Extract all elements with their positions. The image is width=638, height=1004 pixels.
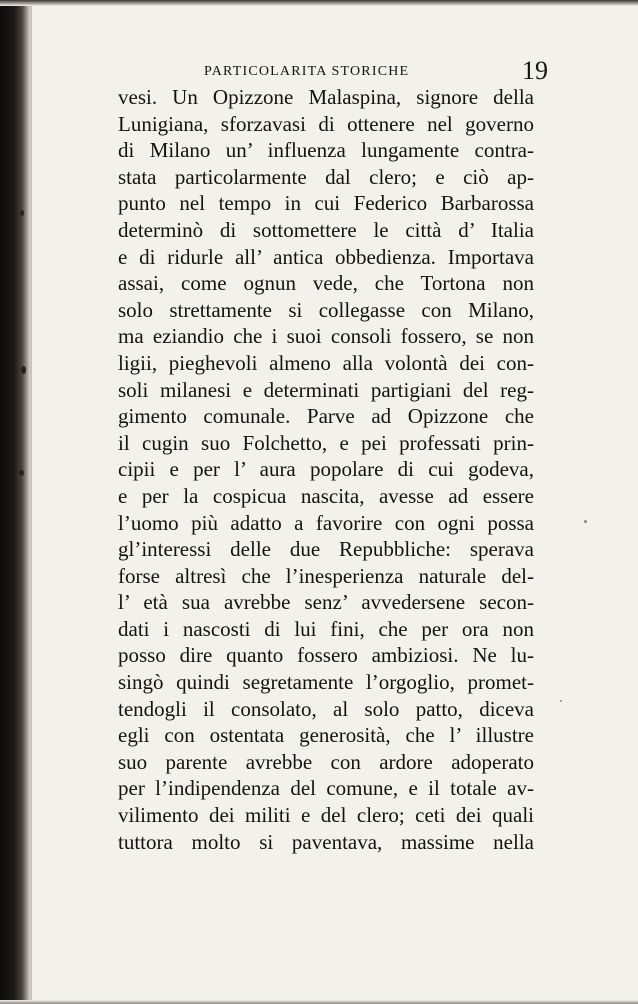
text-line: tendogli il consolato, al solo patto, diceva <box>118 696 534 721</box>
text-line: l’ età sua avrebbe senz’ avvedersene secon- <box>118 590 534 615</box>
text-line: Lunigiana, sforzavasi di ottenere nel governo <box>118 111 534 136</box>
text-line: ma eziandio che i suoi consoli fossero, se non <box>118 324 534 349</box>
running-head: PARTICOLARITA STORICHE <box>204 64 410 79</box>
text-line: singò quindi segretamente l’orgoglio, promet- <box>118 670 534 695</box>
text-line: determinò di sottomettere le città d’ Italia <box>118 217 534 242</box>
text-line: il cugin suo Folchetto, e pei professati prin- <box>118 430 534 455</box>
text-line: punto nel tempo in cui Federico Barbarossa <box>118 191 534 216</box>
ink-speck <box>584 520 587 523</box>
text-line: stata particolarmente dal clero; e ciò ap- <box>118 164 534 189</box>
text-line: egli con ostentata generosità, che l’ illustre <box>118 723 534 748</box>
ink-speck <box>560 700 562 702</box>
body-text <box>118 84 534 855</box>
text-line: posso dire quanto fossero ambiziosi. Ne lu- <box>118 643 534 668</box>
text-line: gl’interessi delle due Repubbliche: sperava <box>118 537 534 562</box>
text-line: dati i nascosti di lui fini, che per ora non <box>118 616 534 641</box>
text-line: per l’indipendenza del comune, e il totale av- <box>118 776 534 801</box>
text-line: e per la cospicua nascita, avesse ad essere <box>118 483 534 508</box>
text-line: suo parente avrebbe con ardore adoperato <box>118 749 534 774</box>
bottom-edge-shadow <box>0 1000 638 1004</box>
text-line: l’uomo più adatto a favorire con ogni possa <box>118 510 534 535</box>
text-line: e di ridurle all’ antica obbedienza. Importava <box>118 244 534 269</box>
top-edge-shadow <box>0 0 638 6</box>
text-line: assai, come ognun vede, che Tortona non <box>118 271 534 296</box>
text-line: tuttora molto si paventava, massime nella <box>118 829 534 854</box>
text-line: soli milanesi e determinati partigiani del reg- <box>118 377 534 402</box>
text-line: di Milano un’ influenza lungamente contra- <box>118 138 534 163</box>
binding-gutter <box>0 0 30 1004</box>
text-line: ligii, pieghevoli almeno alla volontà dei con- <box>118 350 534 375</box>
text-line: solo strettamente si collegasse con Milano, <box>118 297 534 322</box>
ink-speck <box>20 210 24 216</box>
ink-speck <box>19 470 24 476</box>
page-edge-line <box>30 0 32 1004</box>
text-line: gimento comunale. Parve ad Opizzone che <box>118 404 534 429</box>
ink-speck <box>21 366 26 374</box>
text-line: forse altresì che l’inesperienza naturale del- <box>118 563 534 588</box>
text-line: vilimento dei militi e del clero; ceti dei quali <box>118 803 534 828</box>
text-line: vesi. Un Opizzone Malaspina, signore della <box>118 85 534 109</box>
text-line: cipii e per l’ aura popolare di cui godeva, <box>118 457 534 482</box>
page-number: 19 <box>522 56 548 85</box>
